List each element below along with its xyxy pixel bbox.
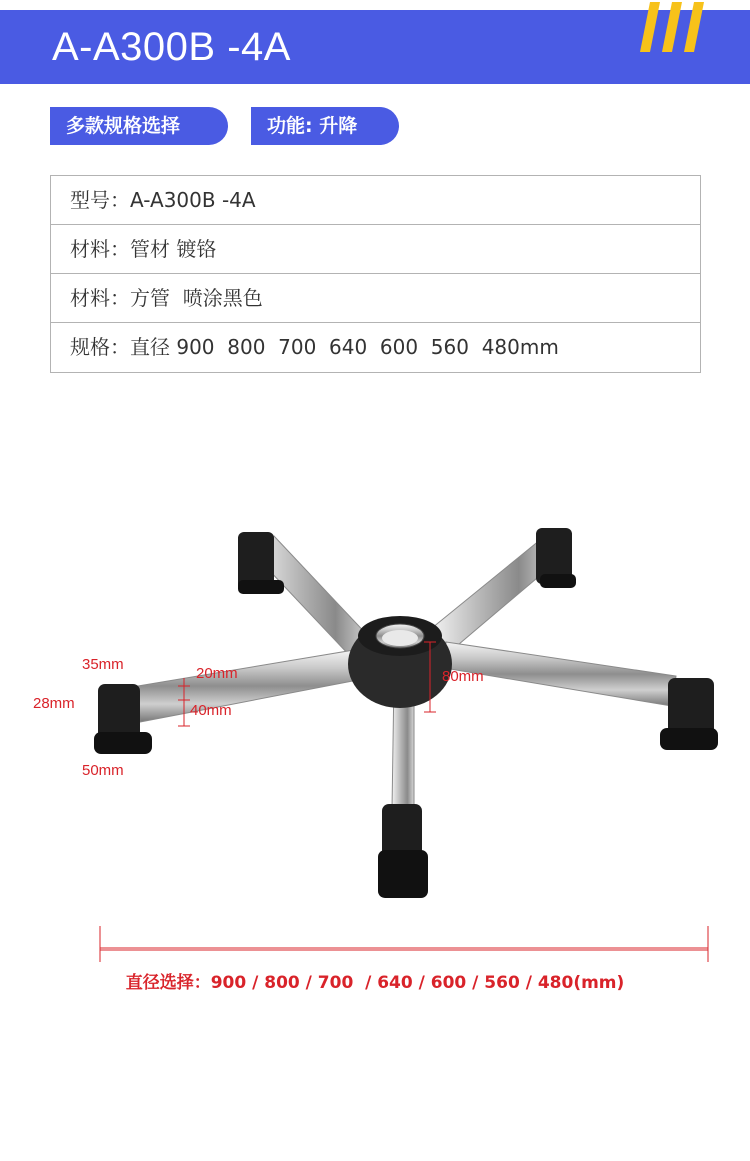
dim-35mm: 35mm [82,656,124,673]
dim-80mm: 80mm [442,668,484,685]
spec-row-size: 规格：直径 900 800 700 640 600 560 480mm [70,335,559,359]
diameter-line [95,936,715,964]
spec-row-material-square: 材料：方管 喷涂黑色 [51,274,700,323]
dim-40mm: 40mm [190,702,232,719]
diameter-options-note: 直径选择：900 / 800 / 700 / 640 / 600 / 560 / 480(mm) [125,973,625,993]
function-tag: 功能: 升降 [251,107,399,145]
leg-left [138,650,358,722]
page-title: A-A300B -4A [52,25,291,69]
slash-stripes-icon [638,2,706,52]
title-banner [0,10,750,84]
spec-table [50,175,701,373]
spec-row-material-tube: 材料：管材 镀铬 [51,225,700,274]
dim-20mm: 20mm [196,665,238,682]
dim-28mm: 28mm [33,695,75,712]
foot-cap-back-right [536,528,576,588]
dim-50mm: 50mm [82,762,124,779]
chair-base-image [0,470,750,950]
foot-cap-front [378,804,428,898]
foot-cap-right [660,678,718,750]
variants-tag: 多款规格选择 [50,107,228,145]
spec-row-model: 型号：A-A300B -4A [51,176,700,225]
